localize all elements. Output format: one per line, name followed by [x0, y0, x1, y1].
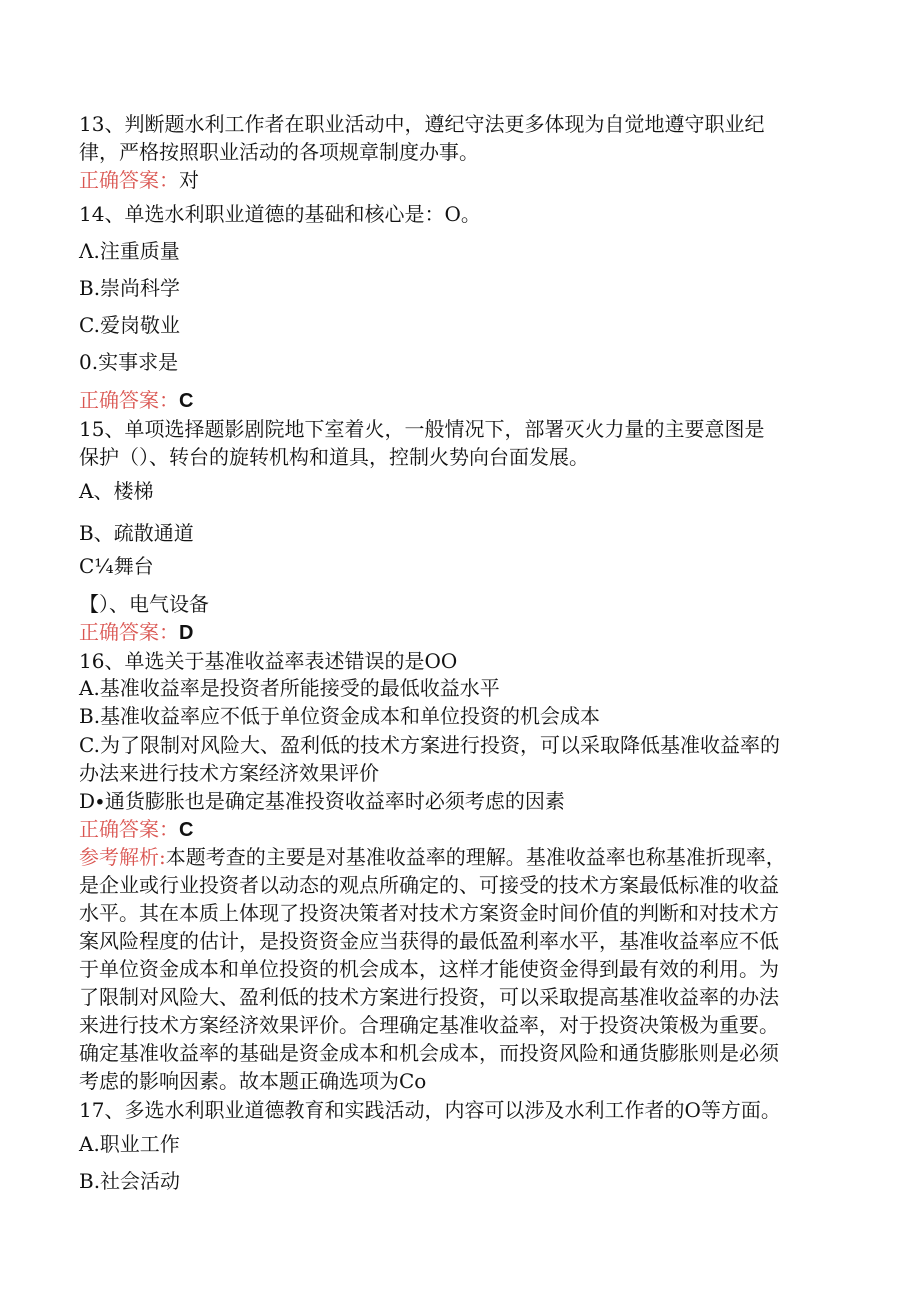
q16-analysis-line5: 于单位资金成本和单位投资的机会成本，这样才能使资金得到最有效的利用。为 [79, 957, 779, 981]
q16-analysis-line7: 来进行技术方案经济效果评价。合理确定基准收益率，对于投资决策极为重要。 [79, 1013, 779, 1037]
q17-option-a: A.职业工作 [79, 1132, 180, 1156]
q16-option-d: D∙通货膨胀也是确定基准投资收益率时必须考虑的因素 [79, 789, 565, 813]
q15-option-d: 【）、电气设备 [79, 592, 209, 616]
q16-analysis-line1 [79, 843, 786, 871]
answer-label: 正确答案： [79, 817, 179, 841]
q13-stem-line2: 律，严格按照职业活动的各项规章制度办事。 [79, 140, 479, 164]
q16-option-c-line2: 办法来进行技术方案经济效果评价 [79, 761, 379, 785]
analysis-text: 本题考查的主要是对基准收益率的理解。基准收益率也称基准折现率， [165, 845, 786, 869]
q16-answer [79, 815, 193, 844]
answer-label: 正确答案： [79, 620, 179, 644]
q16-analysis-line2: 是企业或行业投资者以动态的观点所确定的、可接受的技术方案最低标准的收益 [79, 873, 779, 897]
q14-option-a: Λ.注重质量 [79, 239, 180, 263]
q14-stem: 14、单选水利职业道德的基础和核心是：O。 [79, 202, 481, 226]
q15-stem-line2: 保护（）、转台的旋转机构和道具，控制火势向台面发展。 [79, 445, 589, 469]
q17-option-b: B.社会活动 [79, 1169, 181, 1193]
answer-value: D [179, 622, 194, 644]
answer-value: C [179, 390, 194, 412]
q14-answer [79, 386, 193, 415]
q13-answer [79, 166, 199, 194]
answer-value: 对 [179, 168, 199, 192]
answer-label: 正确答案： [79, 388, 179, 412]
q16-analysis-line8: 确定基准收益率的基础是资金成本和机会成本，而投资风险和通货膨胀则是必须 [79, 1041, 779, 1065]
q16-analysis-line9: 考虑的影响因素。故本题正确选项为Co [79, 1069, 427, 1093]
q15-option-c: C¼舞台 [79, 554, 154, 578]
q16-analysis-line4: 案风险程度的估计，是投资资金应当获得的最低盈利率水平，基准收益率应不低 [79, 929, 779, 953]
q15-stem-line1: 15、单项选择题影剧院地下室着火，一般情况下，部署灭火力量的主要意图是 [79, 417, 765, 441]
q15-option-a: A、楼梯 [79, 479, 154, 503]
q16-analysis-line6: 了限制对风险大、盈利低的技术方案进行投资，可以采取提高基准收益率的办法 [79, 985, 779, 1009]
q16-stem: 16、单选关于基准收益率表述错误的是OO [79, 649, 458, 673]
q15-option-b: B、疏散通道 [79, 521, 194, 545]
answer-value: C [179, 819, 194, 841]
q14-option-b: B.崇尚科学 [79, 276, 181, 300]
q16-option-a: A.基准收益率是投资者所能接受的最低收益水平 [79, 676, 500, 700]
analysis-label: 参考解析: [79, 845, 166, 869]
q13-stem-line1: 13、判断题水利工作者在职业活动中，遵纪守法更多体现为自觉地遵守职业纪 [79, 112, 765, 136]
q16-analysis-line3: 水平。其在本质上体现了投资决策者对技术方案资金时间价值的判断和对技术方 [79, 901, 779, 925]
q15-answer [79, 618, 193, 647]
q17-stem: 17、多选水利职业道德教育和实践活动，内容可以涉及水利工作者的O等方面。 [79, 1098, 781, 1122]
answer-label: 正确答案： [79, 168, 179, 192]
q16-option-b: B.基准收益率应不低于单位资金成本和单位投资的机会成本 [79, 704, 601, 728]
q14-option-c: C.爱岗敬业 [79, 313, 180, 337]
q14-option-d: 0.实事求是 [79, 350, 179, 374]
q16-option-c-line1: C.为了限制对风险大、盈利低的技术方案进行投资，可以采取降低基准收益率的 [79, 733, 780, 757]
